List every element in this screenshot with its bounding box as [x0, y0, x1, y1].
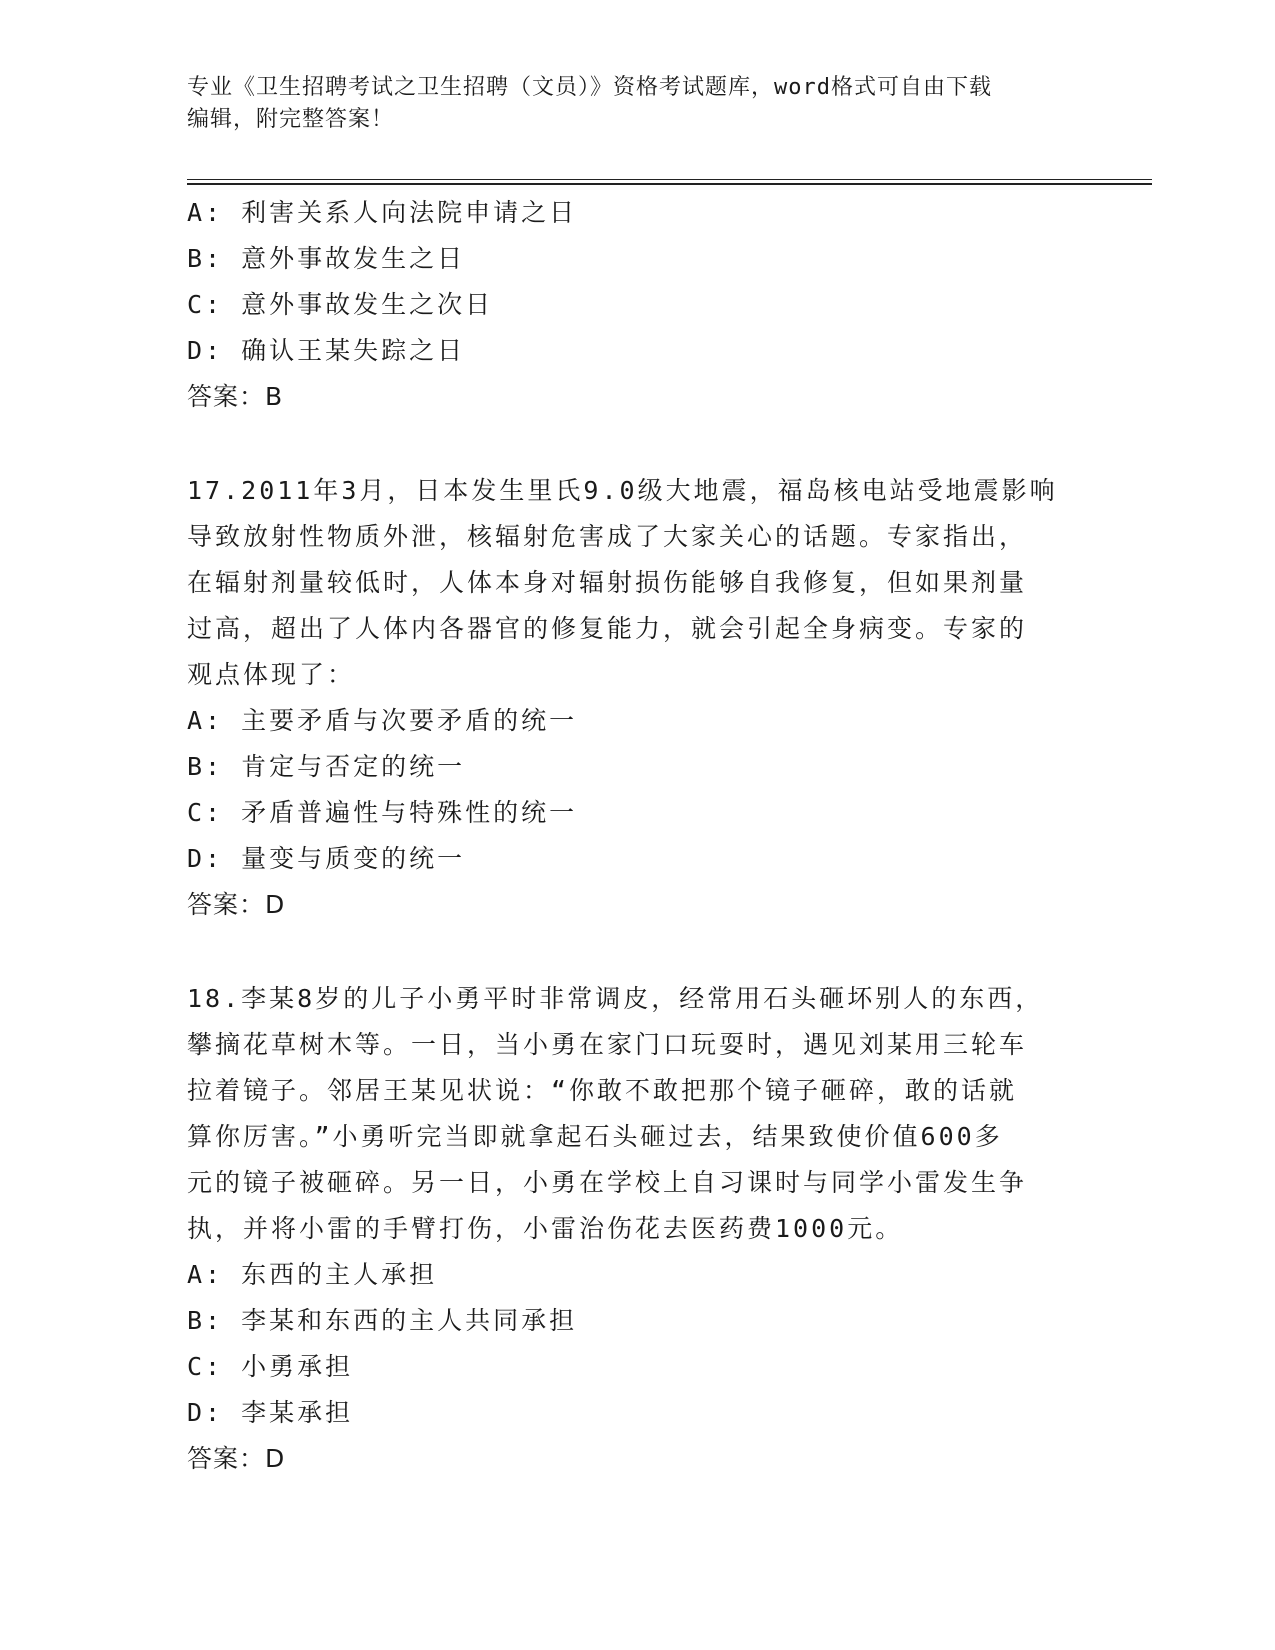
header-line-1: 专业《卫生招聘考试之卫生招聘（文员）》资格考试题库，word格式可自由下载 — [187, 75, 992, 100]
question-stem-line: 拉着镜子。邻居王某见状说：“你敢不敢把那个镜子砸碎，敢的话就 — [187, 1076, 1018, 1105]
question-stem-line: 执，并将小雷的手臂打伤，小雷治伤花去医药费1000元。 — [187, 1214, 904, 1243]
spacer — [187, 420, 1107, 468]
answer: 答案：B — [187, 382, 284, 411]
header-divider-thin — [187, 179, 1152, 180]
spacer — [187, 928, 1107, 976]
option-c: C: 小勇承担 — [187, 1352, 354, 1381]
option-a: A: 主要矛盾与次要矛盾的统一 — [187, 706, 578, 735]
header-divider-thick — [187, 183, 1152, 185]
option-c: C: 矛盾普遍性与特殊性的统一 — [187, 798, 578, 827]
header-line-2: 编辑，附完整答案！ — [187, 107, 395, 132]
option-b: B: 李某和东西的主人共同承担 — [187, 1306, 578, 1335]
question-17 — [187, 468, 1107, 928]
question-stem-line: 18.李某8岁的儿子小勇平时非常调皮，经常用石头砸坏别人的东西， — [187, 984, 1044, 1013]
option-d: D: 量变与质变的统一 — [187, 844, 466, 873]
question-16 — [187, 190, 1107, 420]
question-stem-line: 在辐射剂量较低时，人体本身对辐射损伤能够自我修复，但如果剂量 — [187, 568, 1028, 597]
answer: 答案：D — [187, 890, 286, 919]
answer: 答案：D — [187, 1444, 286, 1473]
option-b: B: 意外事故发生之日 — [187, 244, 466, 273]
question-stem-line: 攀摘花草树木等。一日，当小勇在家门口玩耍时，遇见刘某用三轮车 — [187, 1030, 1028, 1059]
option-d: D: 确认王某失踪之日 — [187, 336, 466, 365]
option-c: C: 意外事故发生之次日 — [187, 290, 494, 319]
question-stem-line: 17.2011年3月，日本发生里氏9.0级大地震，福岛核电站受地震影响 — [187, 476, 1058, 505]
question-18 — [187, 976, 1107, 1482]
option-a: A: 东西的主人承担 — [187, 1260, 438, 1289]
option-a: A: 利害关系人向法院申请之日 — [187, 198, 578, 227]
question-stem-line: 过高，超出了人体内各器官的修复能力，就会引起全身病变。专家的 — [187, 614, 1028, 643]
option-d: D: 李某承担 — [187, 1398, 354, 1427]
question-list — [187, 190, 1107, 1482]
document-header — [187, 72, 1087, 136]
option-b: B: 肯定与否定的统一 — [187, 752, 466, 781]
question-stem-line: 算你厉害。”小勇听完当即就拿起石头砸过去，结果致使价值600多 — [187, 1122, 1003, 1151]
question-stem-line: 观点体现了： — [187, 660, 356, 689]
question-stem-line: 导致放射性物质外泄，核辐射危害成了大家关心的话题。专家指出， — [187, 522, 1028, 551]
question-stem-line: 元的镜子被砸碎。另一日，小勇在学校上自习课时与同学小雷发生争 — [187, 1168, 1028, 1197]
